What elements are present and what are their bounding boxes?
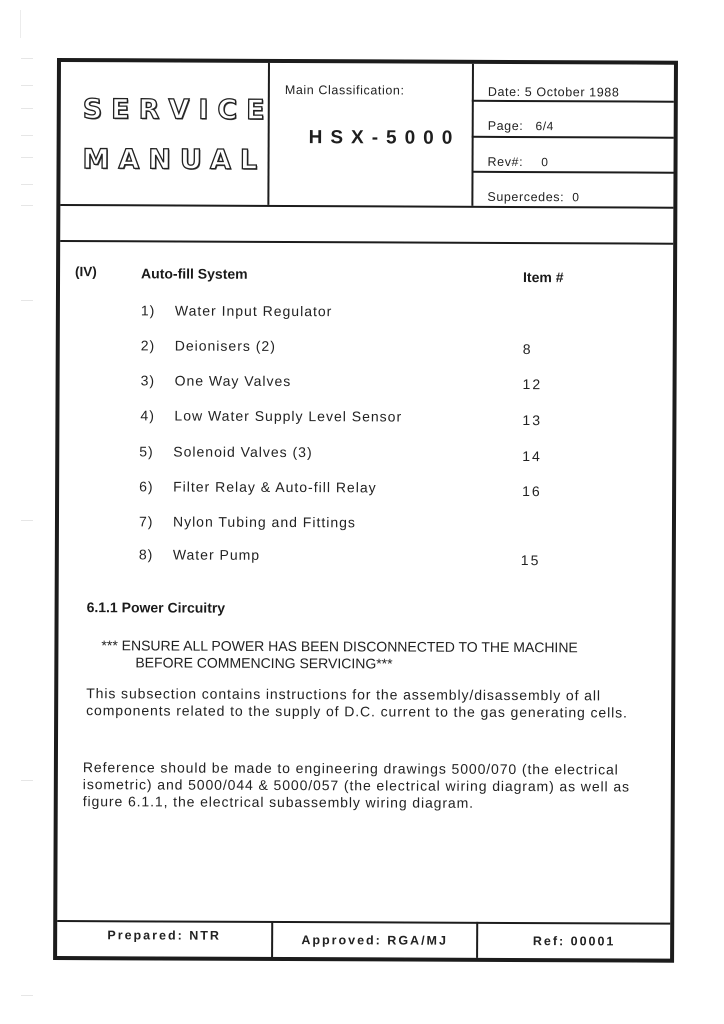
list-item-number: 14	[522, 448, 542, 465]
subheader-line	[60, 240, 673, 245]
list-item-name: Nylon Tubing and Fittings	[172, 513, 356, 531]
list-item-number: 16	[522, 483, 542, 500]
margin-mark	[21, 157, 33, 158]
page-field	[488, 119, 554, 133]
list-item-number: 15	[520, 552, 541, 569]
header-bottom-line	[60, 204, 673, 209]
header-row-line	[472, 171, 674, 174]
supercedes-label: Supercedes:	[487, 189, 565, 205]
margin-mark	[21, 85, 33, 86]
supercedes-value: 0	[572, 190, 580, 205]
margin-mark	[21, 995, 33, 996]
list-item-name: Water Input Regulator	[174, 302, 333, 320]
margin-mark	[21, 780, 33, 781]
list-item-number: 13	[522, 412, 543, 429]
subsection-heading: 6.1.1 Power Circuitry	[86, 599, 226, 616]
list-item-number: 12	[522, 376, 543, 393]
approved-by: Approved: RGA/MJ	[301, 933, 448, 948]
margin-mark	[21, 58, 33, 59]
list-item-index: 8)	[138, 546, 154, 563]
reference-number: Ref: 00001	[532, 934, 616, 949]
list-item-index: 5)	[139, 443, 154, 460]
paragraph-intro: This subsection contains instructions for the assembly/disassembly of all components related to the supply of D.C. current to the gas generating cells.	[86, 685, 628, 721]
page-label: Page:	[487, 118, 524, 134]
document-frame	[53, 58, 678, 963]
margin-mark	[21, 205, 33, 206]
paragraph-reference: Reference should be made to engineering drawings 5000/070 (the electrical isometric) and 5000/044 & 5000/057 (the electrical wiring diagram) as well as figure 6.1.1, the electrical subassembly wiring diagram.	[82, 759, 630, 811]
footer-top-line	[57, 920, 670, 925]
margin-mark	[21, 108, 33, 109]
list-item-name: One Way Valves	[174, 372, 292, 390]
list-item-index: 3)	[140, 372, 156, 389]
prepared-by: Prepared: NTR	[107, 928, 221, 943]
warning-line-2: BEFORE COMMENCING SERVICING***	[135, 654, 393, 672]
date-label: Date:	[487, 84, 521, 100]
header-row-line	[472, 100, 674, 103]
margin-mark	[21, 184, 33, 185]
list-item-name: Water Pump	[172, 546, 261, 563]
warning-line-1: *** ENSURE ALL POWER HAS BEEN DISCONNECTED TO THE MACHINE	[101, 637, 578, 656]
header-divider	[267, 63, 270, 205]
item-column-header: Item #	[523, 269, 564, 286]
list-item-name: Low Water Supply Level Sensor	[174, 407, 403, 425]
rev-value: 0	[541, 155, 549, 170]
margin-mark	[21, 300, 33, 301]
list-item-index: 7)	[138, 513, 154, 530]
header-row-line	[472, 136, 674, 139]
margin-mark	[21, 520, 33, 521]
margin-mark	[20, 10, 21, 38]
list-item-name: Solenoid Valves (3)	[173, 443, 313, 461]
rev-label: Rev#:	[487, 154, 524, 170]
section-number: (IV)	[75, 264, 97, 280]
list-item-number: 8	[522, 341, 533, 358]
list-item-index: 1)	[140, 302, 156, 319]
date-field	[488, 85, 620, 100]
margin-mark	[21, 135, 33, 136]
supercedes-field	[487, 190, 579, 204]
page-value: 6/4	[535, 119, 554, 134]
list-item-name: Deionisers (2)	[174, 337, 276, 354]
service-manual-logo-line1: SERVICE	[82, 94, 274, 126]
service-manual-logo-line2: MANUAL	[82, 144, 267, 176]
classification-label: Main Classification:	[284, 82, 405, 98]
list-item-index: 2)	[140, 337, 156, 354]
list-item-index: 4)	[140, 407, 155, 424]
classification-value: HSX-5000	[308, 127, 461, 149]
list-item-index: 6)	[139, 478, 154, 495]
rev-field	[488, 155, 549, 169]
section-title: Auto-fill System	[141, 265, 248, 282]
date-value: 5 October 1988	[524, 85, 620, 100]
list-item-name: Filter Relay & Auto-fill Relay	[173, 478, 377, 496]
